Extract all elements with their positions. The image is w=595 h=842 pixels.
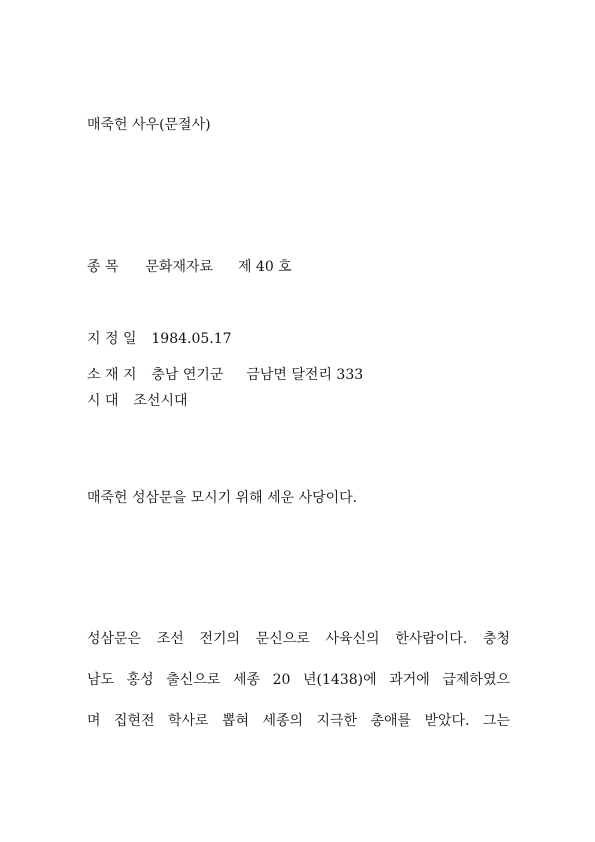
type-number: 제 40 호 [237,259,292,275]
location-value-2: 금남면 달전리 333 [246,367,364,383]
location-value-1: 충남 연기군 [151,367,224,383]
info-era-row [87,392,188,410]
info-type-row [87,258,292,276]
body-line-2: 남도 홍성 출신으로 세종 20 년(1438)에 과거에 급제하였으 [87,672,510,688]
body-line-3: 며 집현전 학사로 뽑혀 세종의 지극한 총애를 받았다. 그는 [87,713,510,729]
info-date-row [87,330,232,348]
document-title [87,116,211,134]
type-value: 문화재자료 [145,259,214,275]
body-line-1: 성삼문은 조선 전기의 문신으로 사육신의 한사람이다. 충청 [87,631,510,647]
era-label: 시 대 [87,393,119,409]
date-value: 1984.05.17 [151,331,232,347]
title-text: 매죽헌 사우(문절사) [87,117,211,133]
summary-paragraph [87,489,357,507]
era-value: 조선시대 [133,393,188,409]
date-label: 지 정 일 [87,331,137,347]
info-location-row [87,366,363,384]
location-label: 소 재 지 [87,367,137,383]
summary-text: 매죽헌 성삼문을 모시기 위해 세운 사당이다. [87,490,358,506]
type-label: 종 목 [87,259,119,275]
